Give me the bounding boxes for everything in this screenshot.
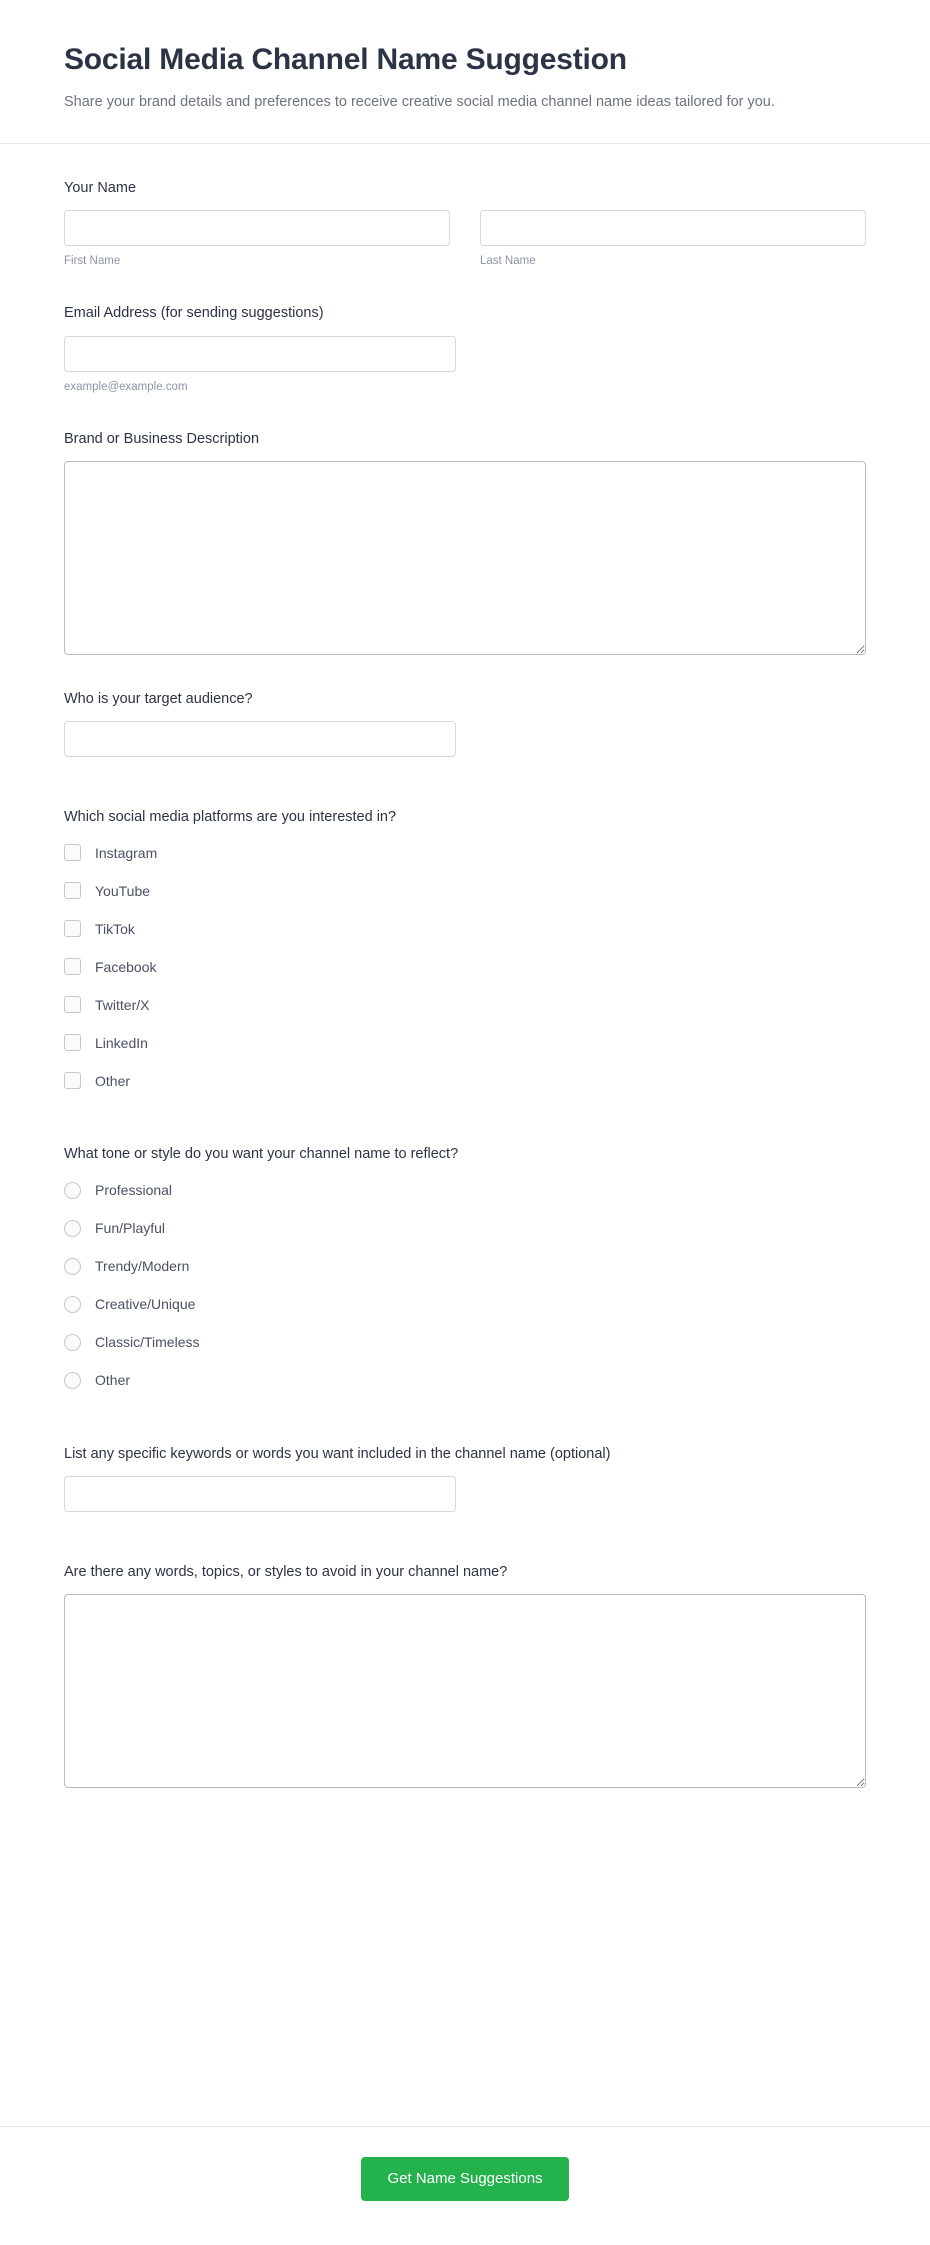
field-target-audience — [64, 689, 866, 757]
avoid-textarea[interactable] — [64, 1594, 866, 1788]
radio-icon[interactable] — [64, 1220, 81, 1237]
checkbox-icon[interactable] — [64, 996, 81, 1013]
keywords-col — [64, 1476, 456, 1512]
checkbox-icon[interactable] — [64, 1034, 81, 1051]
keywords-label: List any specific keywords or words you want included in the channel name (optional) — [64, 1445, 611, 1462]
spacer — [64, 1546, 866, 1562]
spacer — [64, 1128, 866, 1144]
last-name-sublabel: Last Name — [480, 255, 536, 268]
brand-description-textarea[interactable] — [64, 461, 866, 655]
radio-label: Creative/Unique — [95, 1296, 196, 1313]
brand-description-label: Brand or Business Description — [64, 430, 260, 447]
target-audience-col — [64, 721, 456, 757]
radio-icon[interactable] — [64, 1334, 81, 1351]
radio-option[interactable] — [64, 1215, 866, 1242]
page-title: Social Media Channel Name Suggestion — [64, 43, 627, 76]
field-brand-description — [64, 429, 866, 655]
last-name-input[interactable] — [480, 210, 866, 246]
radio-label: Trendy/Modern — [95, 1258, 190, 1275]
checkbox-label: Instagram — [95, 844, 158, 861]
radio-icon[interactable] — [64, 1258, 81, 1275]
checkbox-option[interactable] — [64, 991, 866, 1018]
email-col — [64, 336, 456, 395]
your-name-row — [64, 210, 866, 269]
platforms-label: Which social media platforms are you interested in? — [64, 809, 397, 826]
checkbox-option[interactable] — [64, 1067, 866, 1094]
checkbox-option[interactable] — [64, 1029, 866, 1056]
field-email — [64, 303, 866, 394]
your-name-label: Your Name — [64, 180, 137, 197]
form-body — [0, 144, 930, 2103]
checkbox-icon[interactable] — [64, 920, 81, 937]
radio-label: Fun/Playful — [95, 1220, 166, 1237]
checkbox-icon[interactable] — [64, 958, 81, 975]
radio-icon[interactable] — [64, 1296, 81, 1313]
spacer — [64, 1428, 866, 1444]
checkbox-label: Other — [95, 1072, 131, 1089]
page-subtitle: Share your brand details and preferences to receive creative social media channel name ideas tailored for you. — [64, 93, 775, 110]
field-your-name — [64, 178, 866, 269]
field-platforms — [64, 807, 866, 1094]
checkbox-label: LinkedIn — [95, 1034, 148, 1051]
target-audience-input[interactable] — [64, 721, 456, 757]
checkbox-label: Twitter/X — [95, 996, 150, 1013]
avoid-label: Are there any words, topics, or styles to avoid in your channel name? — [64, 1564, 508, 1581]
first-name-col — [64, 210, 450, 269]
email-sublabel: example@example.com — [64, 380, 188, 393]
email-field[interactable] — [64, 336, 456, 372]
checkbox-option[interactable] — [64, 839, 866, 866]
tone-choice-list — [64, 1177, 866, 1394]
radio-icon[interactable] — [64, 1372, 81, 1389]
platforms-choice-list — [64, 839, 866, 1094]
radio-option[interactable] — [64, 1291, 866, 1318]
checkbox-icon[interactable] — [64, 1072, 81, 1089]
last-name-col — [480, 210, 866, 269]
radio-label: Classic/Timeless — [95, 1334, 200, 1351]
email-label: Email Address (for sending suggestions) — [64, 305, 324, 322]
radio-option[interactable] — [64, 1329, 866, 1356]
submit-button[interactable]: Get Name Suggestions — [361, 2157, 568, 2202]
checkbox-label: TikTok — [95, 920, 135, 937]
radio-option[interactable] — [64, 1367, 866, 1394]
checkbox-icon[interactable] — [64, 844, 81, 861]
radio-label: Other — [95, 1372, 131, 1389]
field-tone — [64, 1144, 866, 1393]
checkbox-option[interactable] — [64, 953, 866, 980]
radio-option[interactable] — [64, 1253, 866, 1280]
checkbox-label: YouTube — [95, 882, 151, 899]
checkbox-option[interactable] — [64, 877, 866, 904]
first-name-sublabel: First Name — [64, 255, 121, 268]
keywords-input[interactable] — [64, 1476, 456, 1512]
field-avoid — [64, 1562, 866, 1788]
target-audience-label: Who is your target audience? — [64, 690, 253, 707]
checkbox-icon[interactable] — [64, 882, 81, 899]
radio-icon[interactable] — [64, 1182, 81, 1199]
radio-option[interactable] — [64, 1177, 866, 1204]
first-name-input[interactable] — [64, 210, 450, 246]
checkbox-option[interactable] — [64, 915, 866, 942]
spacer — [64, 791, 866, 807]
radio-label: Professional — [95, 1182, 173, 1199]
form-header — [0, 0, 930, 144]
field-keywords — [64, 1444, 866, 1512]
tone-label: What tone or style do you want your channel name to reflect? — [64, 1146, 459, 1163]
form-footer — [0, 2126, 930, 2245]
checkbox-label: Facebook — [95, 958, 157, 975]
